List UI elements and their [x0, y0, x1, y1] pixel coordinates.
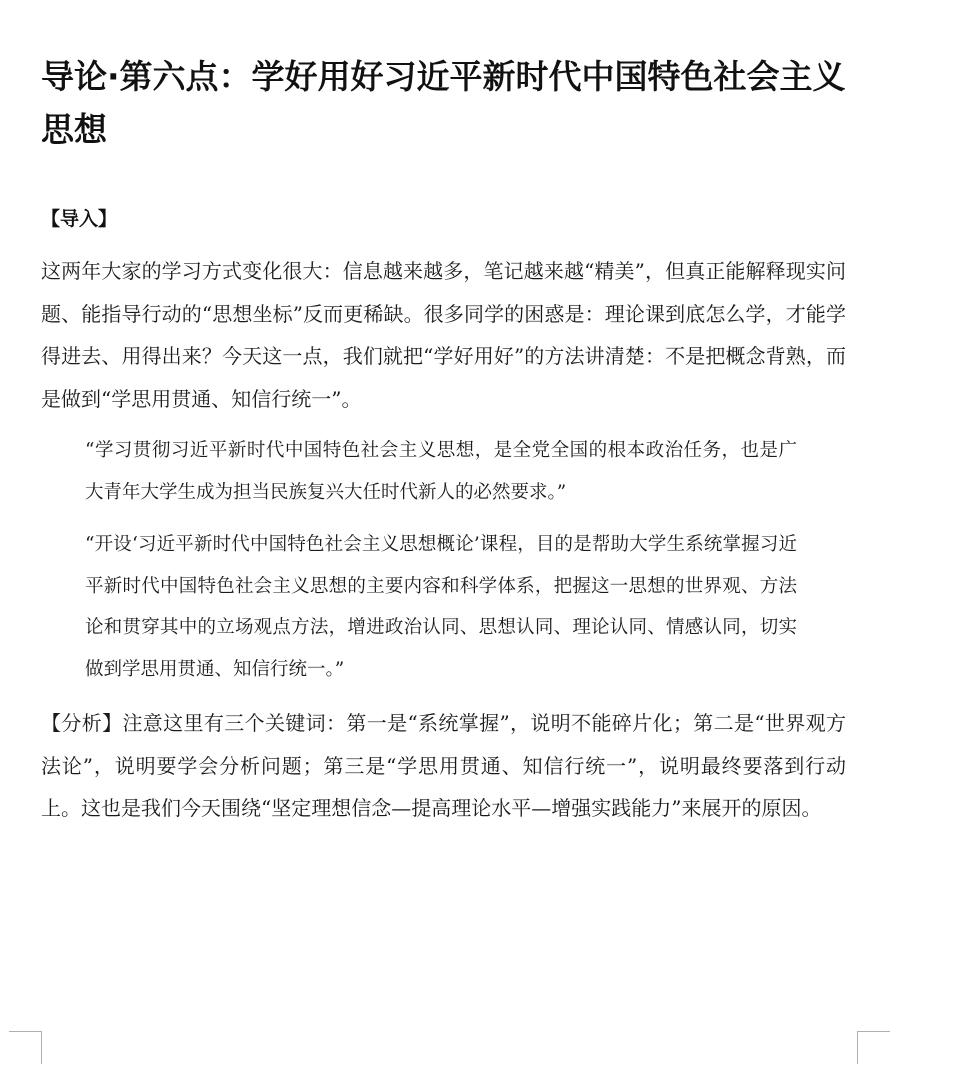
analysis-label: 【分析】 — [41, 711, 123, 735]
page-corner-mark-right — [857, 1031, 890, 1064]
quote-block-1: “学习贯彻习近平新时代中国特色社会主义思想，是全党全国的根本政治任务，也是广大青年大学生成为担当民族复兴大任时代新人的必然要求。” — [85, 440, 797, 503]
intro-label: 【导入】 — [41, 208, 118, 230]
page-title: 导论·第六点：学好用好习近平新时代中国特色社会主义思想 — [41, 57, 846, 149]
analysis-text: 注意这里有三个关键词：第一是“系统掌握”，说明不能碎片化；第二是“世界观方法论”，说明要学会分析问题；第三是“学思用贯通、知信行统一”，说明最终要落到行动上。这也是我们今天围绕“坚定理想信念—提高理论水平—增强实践能力”来展开的原因。 — [41, 711, 846, 820]
quote-block-2: “开设‘习近平新时代中国特色社会主义思想概论’课程，目的是帮助大学生系统掌握习近平新时代中国特色社会主义思想的主要内容和科学体系，把握这一思想的世界观、方法论和贯穿其中的立场观点方法，增进政治认同、思想认同、理论认同、情感认同，切实做到学思用贯通、知信行统一。” — [85, 534, 797, 680]
analysis-paragraph — [41, 702, 846, 830]
intro-paragraph: 这两年大家的学习方式变化很大：信息越来越多，笔记越来越“精美”，但真正能解释现实问题、能指导行动的“思想坐标”反而更稀缺。很多同学的困惑是：理论课到底怎么学，才能学得进去、用得出来？今天这一点，我们就把“学好用好”的方法讲清楚：不是把概念背熟，而是做到“学思用贯通、知信行统一”。 — [41, 259, 846, 411]
page-corner-mark-left — [9, 1031, 42, 1064]
